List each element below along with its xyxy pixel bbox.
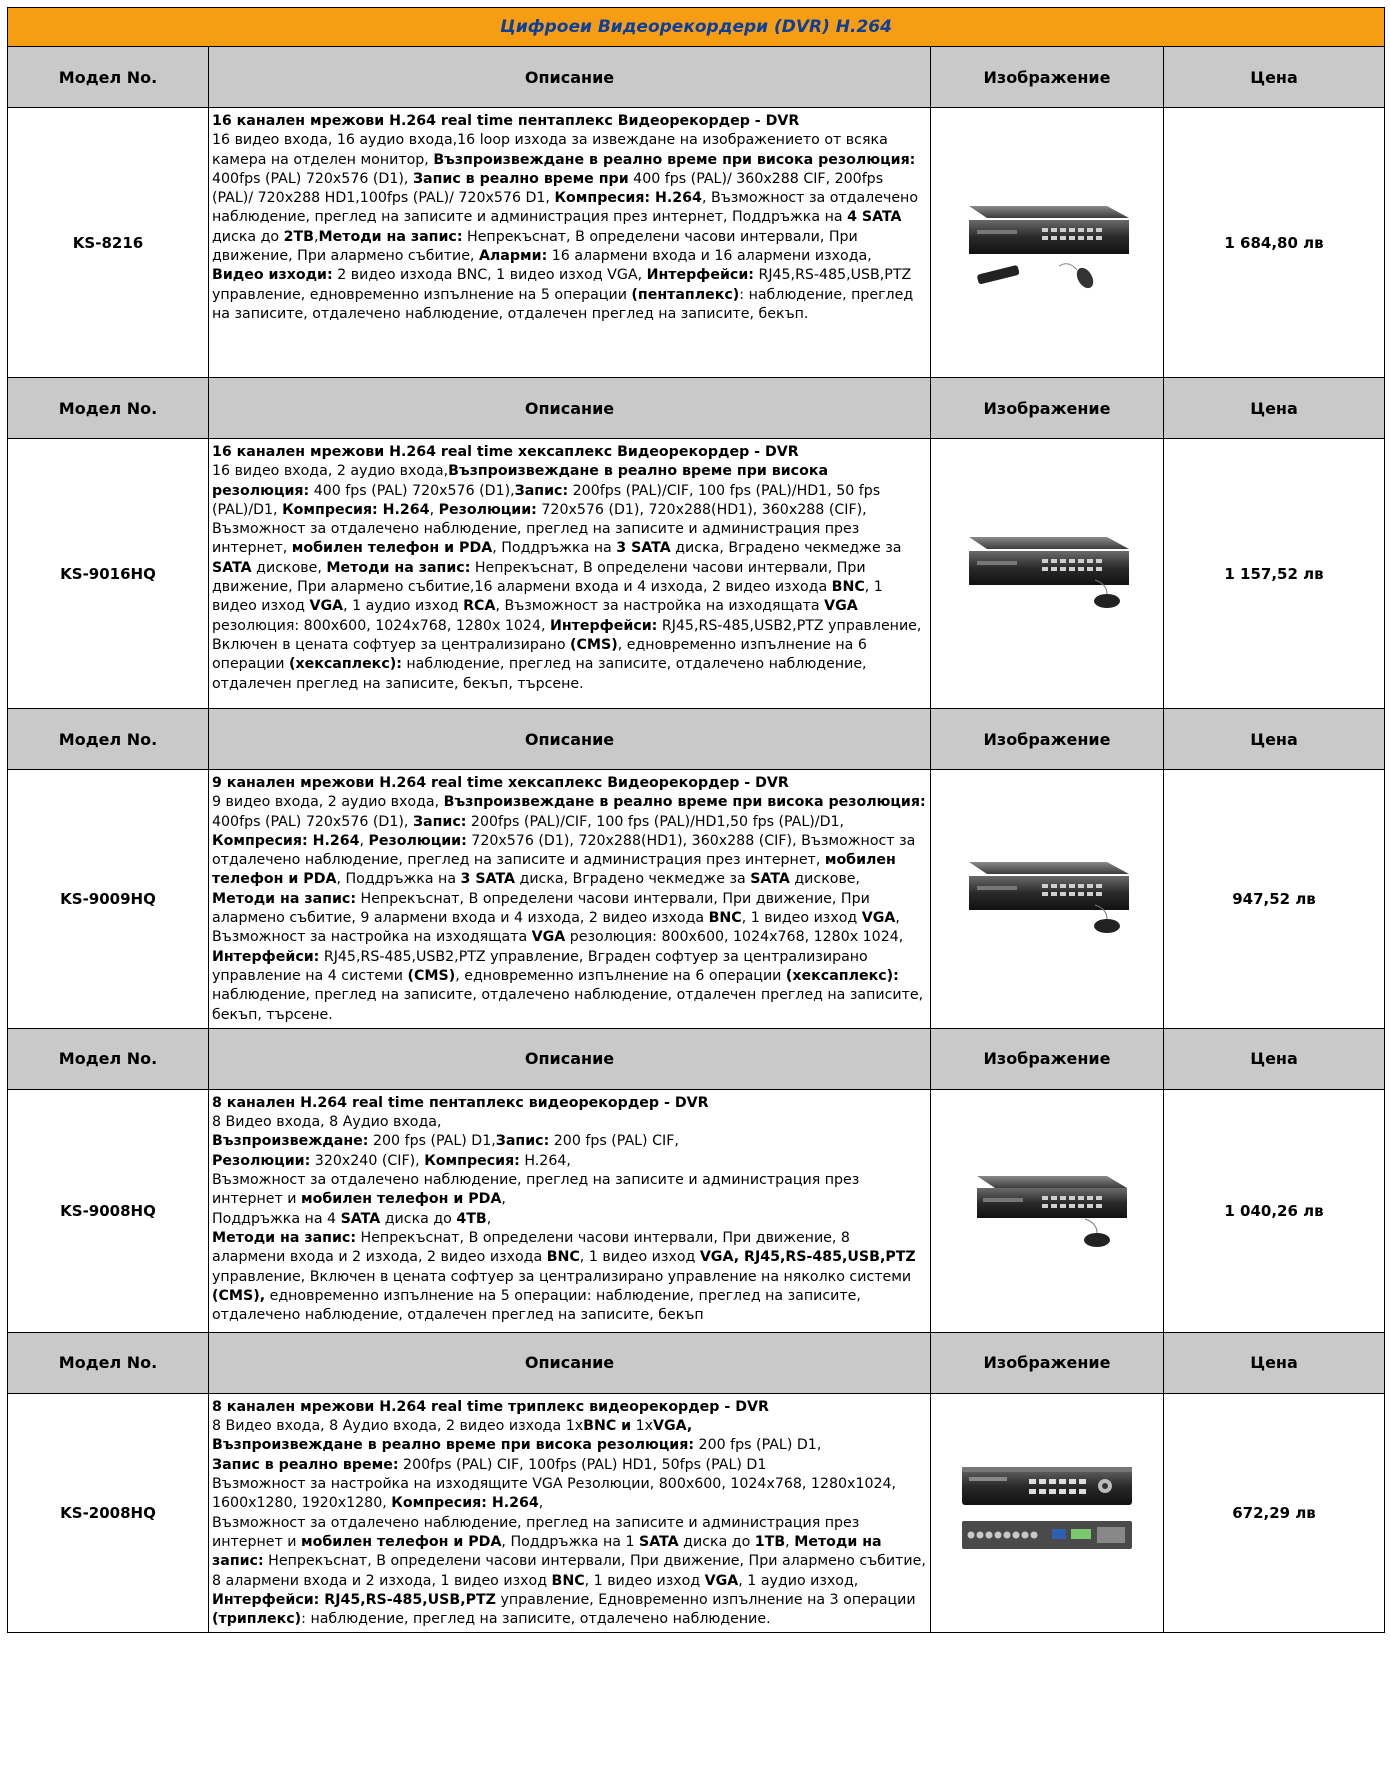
price-value: 1 157,52 лв <box>1164 439 1385 709</box>
spec-emphasis: Методи на запис: <box>212 1533 882 1570</box>
spec-text: 320x240 (CIF), <box>310 1152 425 1169</box>
spec-emphasis: Запис в реално време: <box>212 1456 399 1473</box>
product-row <box>8 1089 1385 1332</box>
spec-text: RJ45,RS-485,USB,PTZ управление, едновременно изпълнение на 5 операции <box>212 267 912 303</box>
spec-text: Възможност за отдалечено наблюдение, преглед на записите и администрация през интернет и <box>212 1514 860 1550</box>
spec-emphasis: Резолюции: <box>368 832 467 849</box>
spec-emphasis: Методи на запис: <box>326 559 471 576</box>
spec-emphasis: Аларми: <box>478 248 548 265</box>
spec-emphasis: Методи на запис: <box>212 1229 357 1246</box>
spec-emphasis: (CMS) <box>570 636 618 653</box>
header-price: Цена <box>1164 378 1385 439</box>
dvr-device-icon <box>957 937 1137 956</box>
product-image <box>931 108 1164 378</box>
spec-emphasis: (хексаплекс): <box>785 967 899 984</box>
spec-text: , 1 видео изход <box>584 1572 705 1589</box>
dvr-device-icon <box>957 1249 1137 1268</box>
spec-text: , 1 видео изход <box>579 1249 700 1266</box>
spec-text: дискове, <box>251 559 327 576</box>
spec-text: 400fps (PAL) 720x576 (D1), <box>212 170 413 187</box>
header-price: Цена <box>1164 47 1385 108</box>
spec-emphasis: мобилен телефон и PDA <box>212 852 896 888</box>
spec-text: , <box>429 501 439 518</box>
product-headline: 9 канален мрежови H.264 real time хексаплекс Видеорекордер - DVR <box>212 775 789 791</box>
product-image <box>931 439 1164 709</box>
spec-text: RJ45,RS-485,USB2,PTZ управление, Вграден софтуер за централизирано управление на 4 системи <box>212 948 868 984</box>
spec-emphasis: BNC и <box>583 1418 632 1435</box>
price-value: 1 684,80 лв <box>1164 108 1385 378</box>
spec-text: , <box>538 1495 544 1512</box>
spec-emphasis: Интерфейси: RJ45,RS-485,USB,PTZ <box>212 1591 496 1608</box>
spec-text: диска до <box>212 228 284 245</box>
model-number: KS-9008HQ <box>8 1089 209 1332</box>
spec-emphasis: Компресия: H.264 <box>391 1495 539 1512</box>
model-number: KS-2008HQ <box>8 1393 209 1633</box>
spec-text: , Възможност за отдалечено наблюдение, преглед на записите и администрация през интернет, Поддръжка на <box>212 190 919 226</box>
product-row <box>8 770 1385 1029</box>
spec-text: , <box>313 228 319 245</box>
price-value: 1 040,26 лв <box>1164 1089 1385 1332</box>
spec-emphasis: Интерфейси: <box>212 948 320 965</box>
title-row <box>8 8 1385 47</box>
spec-text: диска до <box>380 1210 457 1227</box>
spec-text: RJ45,RS-485,USB2,PTZ управление, Включен в цената софтуер за централизирано <box>212 617 922 653</box>
spec-text: 8 Видео входа, 8 Аудио входа, <box>212 1114 442 1131</box>
spec-text: 400 fps (PAL)/ 360x288 CIF, 200fps (PAL)/ 720x288 HD1,100fps (PAL)/ 720x576 D1, <box>212 170 884 207</box>
header-description: Описание <box>209 378 931 439</box>
product-headline: 8 канален мрежови H.264 real time триплекс видеорекордер - DVR <box>212 1398 769 1415</box>
price-list-table <box>7 7 1385 1633</box>
spec-emphasis: VGA <box>824 598 858 615</box>
spec-emphasis: 4TB <box>456 1210 487 1227</box>
header-description: Описание <box>209 709 931 770</box>
spec-text: , Поддръжка на <box>336 871 461 888</box>
spec-emphasis: VGA <box>704 1572 739 1589</box>
header-model: Модел No. <box>8 1028 209 1089</box>
spec-text: управление, Едновременно изпълнение на 3 операции <box>495 1591 916 1608</box>
spec-emphasis: Запис в реално време при <box>412 170 629 187</box>
spec-text: , Поддръжка на 1 <box>501 1533 640 1550</box>
spec-emphasis: Възпроизвеждане в реално време при висока резолюция: <box>212 1437 695 1454</box>
header-row <box>8 378 1385 439</box>
spec-text: Непрекъснат, В определени часови интервали, При движение, 8 алармени входа и 2 изхода, 2 видео изхода <box>212 1229 850 1266</box>
spec-text: 720x576 (D1), 720x288(HD1), 360x288 (CIF), Възможност за отдалечено наблюдение, преглед на записите и администрация през интернет, <box>212 501 867 557</box>
spec-text: едновременно изпълнение на 5 операции: наблюдение, преглед на записите, отдалечено наблюдение, отдалечен преглед на записите, бекъп <box>212 1287 861 1324</box>
spec-text: 8 Видео входа, 8 Аудио входа, 2 видео изхода 1x <box>212 1418 584 1435</box>
spec-text: 16 алармени входа и 16 алармени изхода, <box>547 248 872 265</box>
spec-text: 2 видео изхода BNC, 1 видео изход VGA, <box>332 267 647 284</box>
spec-text: 400fps (PAL) 720x576 (D1), <box>212 813 413 830</box>
spec-text: Непрекъснат, В определени часови интервали, При движение, При алармено събитие, 8 алармени входа и 2 изхода, 1 видео изход <box>212 1553 926 1589</box>
spec-emphasis: 4 SATA <box>847 209 902 226</box>
product-description <box>209 770 931 1029</box>
spec-text: Непрекъснат, В определени часови интервали, При движение, При алармено събитие, 9 алармени входа и 4 изхода, 2 видео изхода <box>212 890 870 927</box>
spec-emphasis: VGA <box>861 910 896 927</box>
spec-text: резолюция: 800x600, 1024x768, 1280x 1024, <box>565 929 904 946</box>
spec-text: наблюдение, преглед на записите, отдалечено наблюдение, отдалечен преглед на записите, бекъп, търсене. <box>212 987 924 1023</box>
spec-text: резолюция: 800x600, 1024x768, 1280x 1024, <box>212 617 550 634</box>
spec-emphasis: BNC <box>831 579 865 596</box>
header-image: Изображение <box>931 709 1164 770</box>
spec-emphasis: 3 SATA <box>460 871 515 888</box>
spec-emphasis: VGA <box>309 598 344 615</box>
header-row <box>8 709 1385 770</box>
spec-text: , 1 аудио изход <box>343 598 464 615</box>
spec-emphasis: Компресия: H.264 <box>212 832 360 849</box>
spec-text: H.264, <box>519 1152 571 1169</box>
spec-text: 200 fps (PAL) D1, <box>368 1133 496 1150</box>
spec-text: Възможност за настройка на изходящите VGA Резолюции, 800x600, 1024x768, 1280x1024, 1600x1280, 1920x1280, <box>212 1476 897 1512</box>
spec-emphasis: мобилен телефон и PDA <box>301 1533 502 1550</box>
product-description <box>209 439 931 709</box>
spec-text: , <box>486 1210 492 1227</box>
page-title: Цифроеи Видеорекордери (DVR) H.264 <box>8 8 1385 47</box>
dvr-device-icon <box>957 1546 1137 1565</box>
header-row <box>8 1332 1385 1393</box>
spec-text: , <box>785 1533 795 1550</box>
dvr-device-icon <box>957 281 1137 300</box>
model-number: KS-8216 <box>8 108 209 378</box>
header-price: Цена <box>1164 1332 1385 1393</box>
header-price: Цена <box>1164 1028 1385 1089</box>
header-description: Описание <box>209 47 931 108</box>
product-row <box>8 108 1385 378</box>
spec-emphasis: Възпроизвеждане: <box>212 1133 369 1150</box>
spec-emphasis: RCA <box>463 598 496 615</box>
spec-emphasis: Възпроизвеждане в реално време при висока резолюция: <box>433 151 916 168</box>
header-model: Модел No. <box>8 1332 209 1393</box>
spec-emphasis: (CMS), <box>212 1287 266 1304</box>
spec-text: 16 видео входа, 16 аудио входа,16 loop изхода за извеждане на изображението от всяка камера на отделен монитор, <box>212 132 888 168</box>
price-list-body <box>8 8 1385 1633</box>
product-headline: 16 канален мрежови H.264 real time хексаплекс Видеорекордер - DVR <box>212 444 799 460</box>
price-value: 947,52 лв <box>1164 770 1385 1029</box>
model-number: KS-9009HQ <box>8 770 209 1029</box>
header-image: Изображение <box>931 378 1164 439</box>
spec-text: 9 видео входа, 2 аудио входа, <box>212 794 444 811</box>
spec-emphasis: BNC <box>551 1572 585 1589</box>
spec-emphasis: мобилен телефон и PDA <box>301 1191 502 1208</box>
spec-text: наблюдение, преглед на записите, отдалечено наблюдение, отдалечен преглед на записите, бекъп, търсене. <box>212 656 867 692</box>
product-image <box>931 1089 1164 1332</box>
spec-text: , едновременно изпълнение на 6 операции <box>212 636 867 673</box>
spec-text: , 1 аудио изход, <box>738 1572 859 1589</box>
spec-emphasis: (пентаплекс) <box>631 286 740 303</box>
header-row <box>8 47 1385 108</box>
product-row <box>8 1393 1385 1633</box>
spec-emphasis: Резолюции: <box>212 1152 311 1169</box>
spec-emphasis: VGA, RJ45,RS-485,USB,PTZ <box>699 1249 916 1266</box>
spec-emphasis: (хексаплекс): <box>289 656 402 673</box>
spec-text: Възможност за отдалечено наблюдение, преглед на записите и администрация през интернет и <box>212 1172 860 1208</box>
spec-emphasis: Методи на запис: <box>318 228 463 245</box>
product-image <box>931 770 1164 1029</box>
spec-text: 200 fps (PAL) CIF, <box>549 1133 679 1150</box>
spec-emphasis: SATA <box>639 1533 679 1550</box>
spec-text: Непрекъснат, В определени часови интервали, При движение, При алармено събитие, <box>212 228 858 265</box>
spec-emphasis: VGA, <box>653 1418 693 1435</box>
header-price: Цена <box>1164 709 1385 770</box>
spec-emphasis: Възпроизвеждане в реално време при висока резолюция: <box>212 463 829 499</box>
product-image <box>931 1393 1164 1633</box>
header-row <box>8 1028 1385 1089</box>
spec-emphasis: мобилен телефон и PDA <box>291 540 493 557</box>
product-description <box>209 108 931 378</box>
spec-emphasis: Компресия: H.264 <box>282 501 430 518</box>
spec-emphasis: SATA <box>750 871 790 888</box>
spec-emphasis: Възпроизвеждане в реално време при висока резолюция: <box>443 794 926 811</box>
spec-text: , едновременно изпълнение на 6 операции <box>455 967 786 984</box>
spec-emphasis: SATA <box>212 559 252 576</box>
product-description <box>209 1393 931 1633</box>
spec-text: , <box>359 832 369 849</box>
header-description: Описание <box>209 1332 931 1393</box>
spec-emphasis: (CMS) <box>407 967 456 984</box>
header-image: Изображение <box>931 1332 1164 1393</box>
spec-emphasis: SATA <box>340 1210 381 1227</box>
spec-text: , Поддръжка на <box>492 540 617 557</box>
spec-text: , 1 видео изход <box>741 910 862 927</box>
header-model: Модел No. <box>8 47 209 108</box>
spec-emphasis: Интерфейси: <box>646 267 754 284</box>
header-description: Описание <box>209 1028 931 1089</box>
spec-emphasis: VGA <box>531 929 566 946</box>
model-number: KS-9016HQ <box>8 439 209 709</box>
spec-emphasis: BNC <box>708 910 742 927</box>
spec-text: управление, Включен в цената софтуер за централизирано управление на няколко системи <box>212 1268 912 1285</box>
spec-text: : наблюдение, преглед на записите, отдалечено наблюдение. <box>301 1611 771 1628</box>
spec-text: 200fps (PAL) CIF, 100fps (PAL) HD1, 50fps (PAL) D1 <box>398 1456 767 1473</box>
spec-text: , Възможност за настройка на изходящата <box>212 910 900 946</box>
spec-emphasis: Компресия: <box>424 1152 520 1169</box>
product-headline: 16 канален мрежови H.264 real time пентаплекс Видеорекордер - DVR <box>212 113 800 129</box>
spec-emphasis: 2TB <box>283 228 314 245</box>
spec-text: , 1 видео изход <box>212 579 883 615</box>
spec-text: диска, Вградено чекмедже за <box>670 540 902 557</box>
spec-text: 400 fps (PAL) 720x576 (D1), <box>309 482 515 499</box>
spec-emphasis: Запис: <box>412 813 467 830</box>
spec-emphasis: 1TB <box>754 1533 786 1550</box>
spec-emphasis: Запис: <box>514 482 569 499</box>
spec-text: 720x576 (D1), 720x288(HD1), 360x288 (CIF), Възможност за отдалечено наблюдение, преглед на записите и администрация през интернет, <box>212 832 916 869</box>
product-headline: 8 канален H.264 real time пентаплекс видеорекордер - DVR <box>212 1094 709 1111</box>
spec-text: 200 fps (PAL) D1, <box>694 1437 822 1454</box>
spec-text: 200fps (PAL)/CIF, 100 fps (PAL)/HD1, 50 fps (PAL)/D1, <box>212 482 881 518</box>
spec-text: , Възможност за настройка на изходящата <box>495 598 825 615</box>
spec-text: дискове, <box>789 871 861 888</box>
spec-text: Непрекъснат, В определени часови интервали, При движение, При алармено събитие,16 алармени входа и 4 изхода, 2 видео изхода <box>212 559 866 596</box>
spec-text: 200fps (PAL)/CIF, 100 fps (PAL)/HD1,50 fps (PAL)/D1, <box>466 813 845 830</box>
spec-text: : наблюдение, преглед на записите, отдалечено наблюдение, отдалечен преглед на записите, бекъп. <box>212 286 914 322</box>
spec-text: диска, Вградено чекмедже за <box>515 871 751 888</box>
product-description <box>209 1089 931 1332</box>
spec-emphasis: Компресия: H.264 <box>554 190 702 207</box>
spec-emphasis: Методи на запис: <box>212 890 357 907</box>
spec-text: 16 видео входа, 2 аудио входа, <box>212 463 449 480</box>
spec-text: диска до <box>678 1533 755 1550</box>
spec-emphasis: Резолюции: <box>438 501 537 518</box>
spec-emphasis: (триплекс) <box>212 1611 302 1628</box>
spec-emphasis: Запис: <box>495 1133 550 1150</box>
spec-text: 1x <box>631 1418 654 1435</box>
spec-emphasis: 3 SATA <box>616 540 671 557</box>
spec-emphasis: Видео изходи: <box>212 267 333 284</box>
header-image: Изображение <box>931 1028 1164 1089</box>
header-image: Изображение <box>931 47 1164 108</box>
header-model: Модел No. <box>8 709 209 770</box>
spec-text: Поддръжка на 4 <box>212 1210 341 1227</box>
header-model: Модел No. <box>8 378 209 439</box>
spec-text: , <box>501 1191 506 1208</box>
spec-emphasis: Интерфейси: <box>550 617 658 634</box>
price-value: 672,29 лв <box>1164 1393 1385 1633</box>
dvr-device-icon <box>957 612 1137 631</box>
product-row <box>8 439 1385 709</box>
spec-emphasis: BNC <box>546 1249 580 1266</box>
